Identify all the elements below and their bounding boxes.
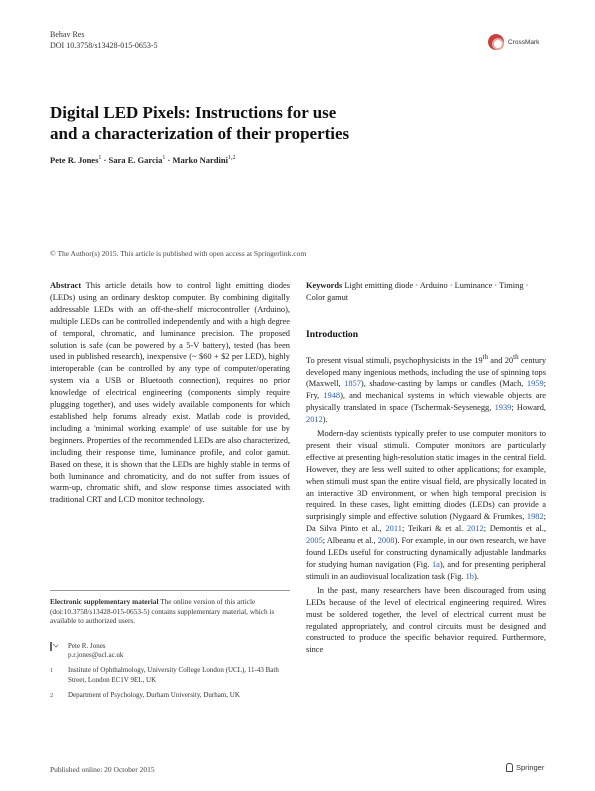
- keywords-label: Keywords: [306, 281, 343, 290]
- text-run: ; Fry,: [306, 379, 546, 401]
- author-affiliation: 1: [162, 155, 166, 162]
- text-run: ), shadow-casting by lamps or candles (Mach,: [360, 379, 527, 389]
- affiliation-number: 1: [50, 667, 54, 675]
- author-name[interactable]: Pete R. Jones: [50, 155, 99, 165]
- author-separator: ·: [167, 155, 171, 165]
- intro-paragraph-1: [306, 352, 546, 426]
- esm-text: The online version of this article (doi:10.3758/s13428-015-0653-5) contains supplementary material, which is available to authorized users.: [50, 597, 275, 626]
- author-separator: ·: [103, 155, 107, 165]
- figure-link[interactable]: 1b: [465, 571, 474, 581]
- citation-link[interactable]: 1982: [526, 512, 544, 522]
- supplementary-material-note: [50, 590, 290, 626]
- abstract-label: Abstract: [50, 281, 82, 290]
- journal-name: Behav Res: [50, 30, 85, 39]
- author-name[interactable]: Sara E. Garcia: [108, 155, 163, 165]
- citation-link[interactable]: 2012: [306, 415, 323, 425]
- affiliation-number: 2: [50, 691, 54, 699]
- title-line-2: and a characterization of their properties: [50, 124, 350, 143]
- citation-link[interactable]: 1948: [323, 391, 341, 401]
- affiliation-text: Department of Psychology, Durham University, Durham, UK: [68, 690, 240, 699]
- keywords-text: Light emitting diode · Arduino · Luminance · Timing · Color gamut: [306, 281, 529, 302]
- crossmark-button[interactable]: [488, 32, 552, 52]
- text-run: ; Teikari & et al.: [401, 524, 467, 534]
- copyright-notice: © The Author(s) 2015. This article is published with open access at Springerlink.com: [50, 249, 307, 258]
- citation-link[interactable]: 2005: [306, 536, 323, 546]
- text-run: ). For example, in our own research, we have found LEDs useful for constructing dynamically adjustable landmarks for studying human navigation (Fig.: [306, 536, 546, 570]
- envelope-icon: [50, 642, 52, 651]
- abstract: [50, 280, 290, 506]
- doi-link[interactable]: DOI 10.3758/s13428-015-0653-5: [50, 41, 158, 50]
- text-run: ; Da Silva Pinto et al.,: [306, 512, 546, 534]
- text-run: ), and for presenting peripheral stimuli in an audiovisual localization task (Fig.: [306, 560, 546, 581]
- text-run: ), and mechanical systems in which viewable objects are physically translated in space (Tschermak-Seysenegg,: [306, 391, 546, 413]
- springer-horse-icon: [506, 763, 513, 772]
- affiliation-1: [50, 666, 290, 684]
- left-column: [50, 280, 290, 506]
- text-run: and 20: [487, 355, 514, 365]
- text-run: ).: [473, 571, 479, 581]
- corresponding-author-email[interactable]: p.r.jones@ucl.ac.uk: [68, 651, 124, 660]
- citation-link[interactable]: 1939: [494, 403, 512, 413]
- author-affiliation: 1,2: [228, 155, 236, 162]
- text-run: To present visual stimuli, psychophysicists in the 19: [306, 355, 483, 365]
- publisher-name: Springer: [516, 763, 545, 772]
- crossmark-label: CrossMark: [508, 38, 540, 46]
- title-line-1: Digital LED Pixels: Instructions for use: [50, 103, 337, 122]
- citation-link[interactable]: 2012: [466, 524, 484, 534]
- citation-link[interactable]: 1857: [344, 379, 361, 389]
- intro-paragraph-2: [306, 428, 546, 583]
- correspondence-block: [50, 642, 290, 706]
- affiliation-2: [50, 691, 290, 700]
- publisher-logo[interactable]: [506, 763, 544, 772]
- affiliation-text: Institute of Ophthalmology, University College London (UCL), 11-43 Bath Street, London EC1V 9EL, UK: [68, 666, 279, 684]
- author-list: [50, 155, 236, 165]
- corresponding-author: [50, 642, 290, 660]
- citation-link[interactable]: 2011: [385, 524, 402, 534]
- text-run: ; Albeanu et al.,: [322, 536, 378, 546]
- author-affiliation: 1: [98, 155, 102, 162]
- journal-header: [50, 29, 158, 51]
- text-run: ; Howard,: [511, 403, 546, 413]
- citation-link[interactable]: 1959: [526, 379, 544, 389]
- section-heading-introduction: Introduction: [306, 328, 359, 340]
- published-date: Published online: 20 October 2015: [50, 765, 155, 774]
- corresponding-author-name: Pete R. Jones: [68, 642, 106, 650]
- abstract-text: This article details how to control light emitting diodes (LEDs) using an ordinary desktop computer. By combining digitally addressable LEDs with an off-the-shelf microcontroller (Arduino), multiple LEDs can be controlled independently and with a high degree of temporal, chromatic, and luminance precision. The proposed solution is safe (can be powered by a 5-V battery), tested (has been used in published research), inexpensive (~ $60 + $2 per LED), highly interoperable (can be controlled by any type of computer/operating system via a USB or Bluetooth connection), requires no prior knowledge of electrical engineering (components simply require plugging together), and uses widely available components for which established help forums already exist. Matlab code is provided, including a 'minimal working example' of use suitable for use by beginners. Properties of the recommended LEDs are also characterized, including their response time, luminance profile, and color gamut. Based on these, it is shown that the LEDs are highly stable in terms of both luminance and chromaticity, and do not suffer from issues of warm-up, chromatic shift, and slow response times associated with traditional CRT and LCD monitor technology.: [50, 281, 290, 505]
- text-run: century developed many ingenious methods, including the use of spinning tops (Maxwell,: [306, 355, 547, 389]
- figure-link[interactable]: 1a: [431, 560, 440, 570]
- crossmark-icon: [488, 34, 504, 50]
- intro-paragraph-3: In the past, many researchers have been discouraged from using LEDs because of the level of electrical engineering required. Wires must be soldered together, the level of electrical current must be regulated appropriately, and control circuits must be designed and constructed to produce the specific behavior required. Furthermore, since: [306, 585, 546, 655]
- author-name[interactable]: Marko Nardini: [172, 155, 228, 165]
- citation-link[interactable]: 2008: [377, 536, 395, 546]
- esm-label: Electronic supplementary material: [50, 597, 159, 606]
- right-column: [306, 280, 546, 656]
- keywords: [306, 280, 546, 304]
- text-run: ; Demontis et al.,: [483, 524, 546, 534]
- article-title: [50, 102, 470, 144]
- text-run: Modern-day scientists typically prefer to use computer monitors to present their visual stimuli. Computer monitors are particularly effective at presenting high-resolution static images in the central field. However, they are less well suited to other applications; for example, when stimuli must span the entire visual field, are physically located in an interactive 3D environment, or when high temporal precision is required. In these cases, light emitting diodes (LEDs) can provide a surprisingly simple and effective solution (Nygaard & Frumkes,: [306, 429, 546, 522]
- superscript: th: [513, 352, 519, 361]
- text-run: ).: [322, 415, 328, 425]
- superscript: th: [482, 352, 488, 361]
